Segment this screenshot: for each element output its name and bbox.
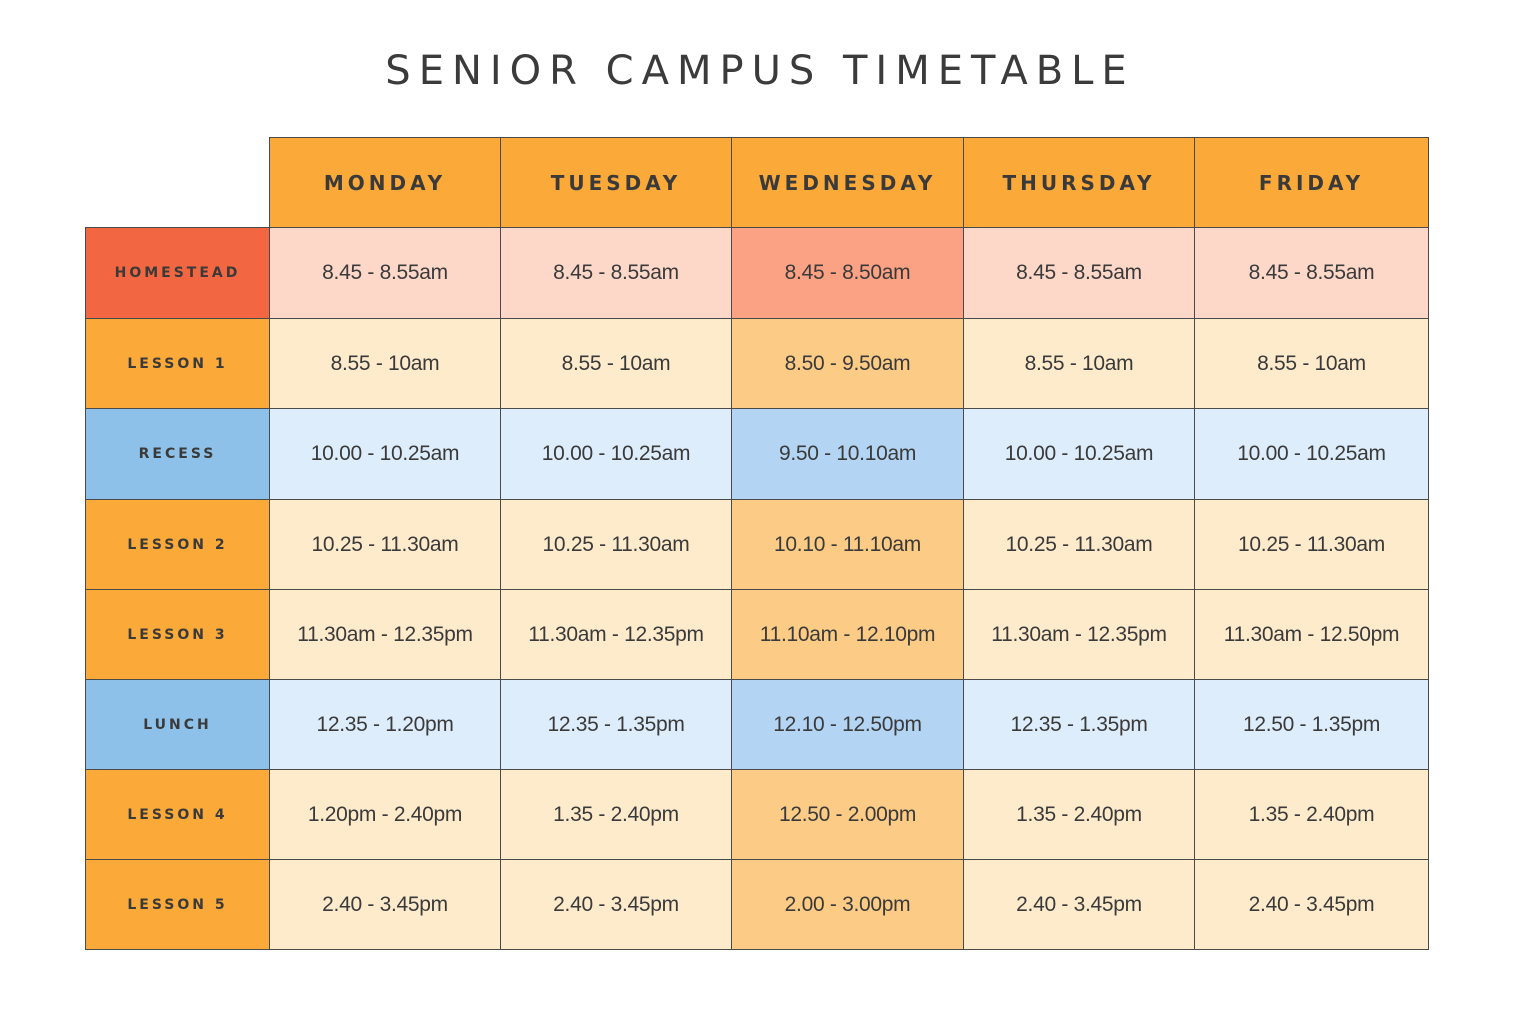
time-cell: 8.55 - 10am [963,318,1195,409]
row-header-lesson-4: LESSON 4 [85,769,270,860]
time-cell: 10.10 - 11.10am [731,499,964,590]
time-cell: 10.25 - 11.30am [269,499,501,590]
day-header-tuesday: TUESDAY [500,137,732,228]
time-cell: 8.55 - 10am [1194,318,1429,409]
time-cell: 2.40 - 3.45pm [500,859,732,950]
time-cell: 8.50 - 9.50am [731,318,964,409]
time-cell: 12.35 - 1.35pm [500,679,732,770]
time-cell: 8.55 - 10am [500,318,732,409]
time-cell: 2.40 - 3.45pm [269,859,501,950]
row-header-lesson-5: LESSON 5 [85,859,270,950]
time-cell: 1.20pm - 2.40pm [269,769,501,860]
time-cell: 10.25 - 11.30am [500,499,732,590]
time-cell: 2.40 - 3.45pm [1194,859,1429,950]
page-title: SENIOR CAMPUS TIMETABLE [385,48,1135,94]
row-header-lesson-3: LESSON 3 [85,589,270,680]
time-cell: 10.00 - 10.25am [500,408,732,500]
time-cell: 2.40 - 3.45pm [963,859,1195,950]
day-header-wednesday: WEDNESDAY [731,137,964,228]
time-cell: 2.00 - 3.00pm [731,859,964,950]
time-cell: 8.55 - 10am [269,318,501,409]
day-header-thursday: THURSDAY [963,137,1195,228]
time-cell: 12.50 - 1.35pm [1194,679,1429,770]
time-cell: 10.25 - 11.30am [963,499,1195,590]
time-cell: 11.30am - 12.35pm [269,589,501,680]
time-cell: 12.50 - 2.00pm [731,769,964,860]
time-cell: 11.30am - 12.35pm [963,589,1195,680]
time-cell: 1.35 - 2.40pm [1194,769,1429,860]
day-header-friday: FRIDAY [1194,137,1429,228]
day-header-monday: MONDAY [269,137,501,228]
row-header-recess: RECESS [85,408,270,500]
row-header-lesson-1: LESSON 1 [85,318,270,409]
row-header-homestead: HOMESTEAD [85,227,270,319]
time-cell: 8.45 - 8.55am [500,227,732,319]
time-cell: 11.30am - 12.35pm [500,589,732,680]
time-cell: 1.35 - 2.40pm [963,769,1195,860]
time-cell: 8.45 - 8.50am [731,227,964,319]
time-cell: 12.35 - 1.20pm [269,679,501,770]
time-cell: 10.00 - 10.25am [1194,408,1429,500]
time-cell: 10.25 - 11.30am [1194,499,1429,590]
time-cell: 12.10 - 12.50pm [731,679,964,770]
time-cell: 1.35 - 2.40pm [500,769,732,860]
timetable-grid [85,137,1428,949]
time-cell: 8.45 - 8.55am [963,227,1195,319]
time-cell: 8.45 - 8.55am [269,227,501,319]
row-header-lunch: LUNCH [85,679,270,770]
time-cell: 12.35 - 1.35pm [963,679,1195,770]
time-cell: 9.50 - 10.10am [731,408,964,500]
time-cell: 11.10am - 12.10pm [731,589,964,680]
time-cell: 10.00 - 10.25am [269,408,501,500]
time-cell: 8.45 - 8.55am [1194,227,1429,319]
time-cell: 11.30am - 12.50pm [1194,589,1429,680]
time-cell: 10.00 - 10.25am [963,408,1195,500]
row-header-lesson-2: LESSON 2 [85,499,270,590]
